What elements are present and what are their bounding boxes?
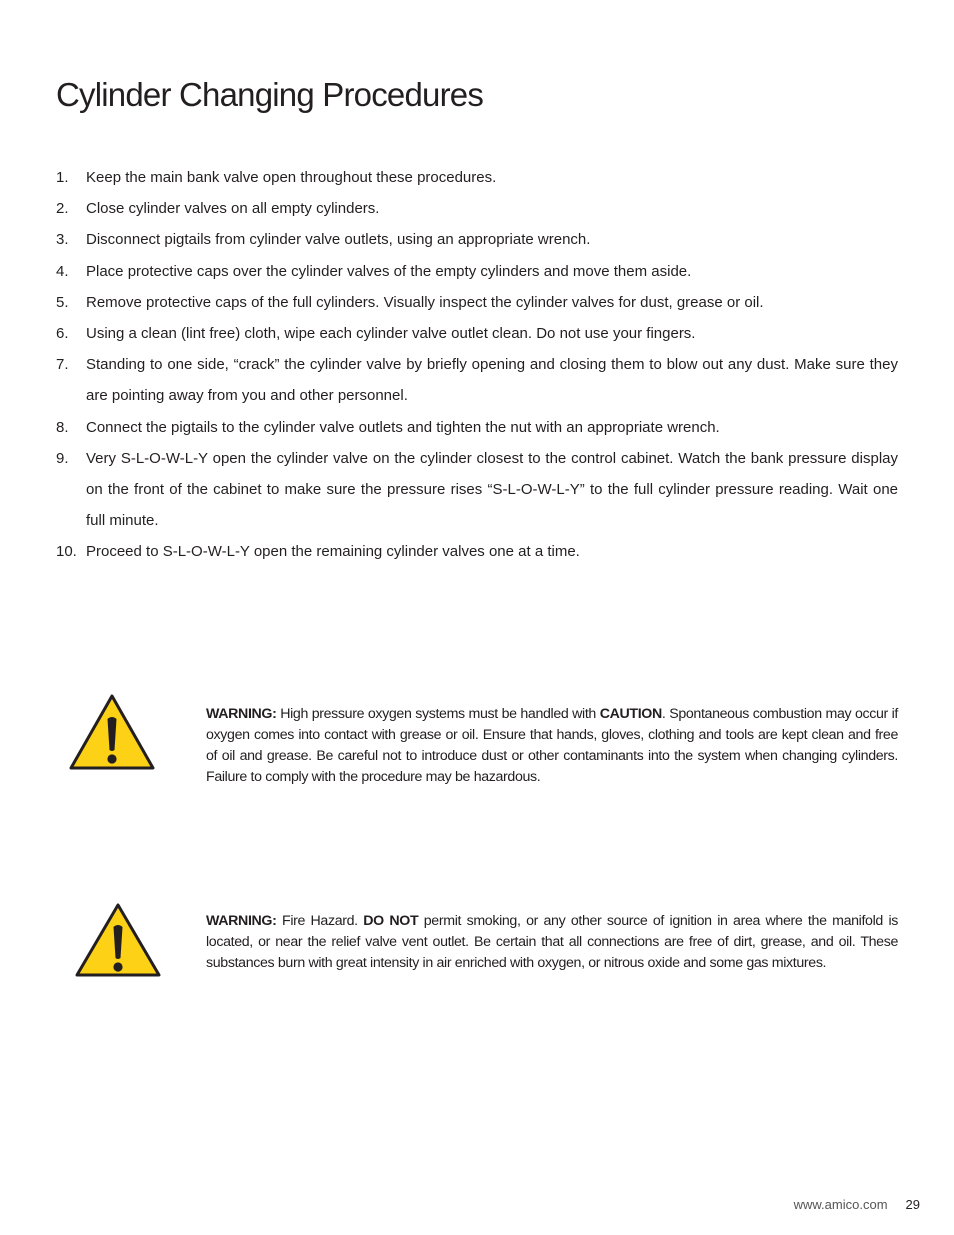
page-number: 29 xyxy=(905,1197,920,1212)
step-text: Very S-L-O-W-L-Y open the cylinder valve on the cylinder closest to the control cabinet. Watch the bank pressure display on the front of the cabinet to make sure the pressure rises “S-L-O-W-L-Y” to the full cylinder pressure reading. Wait one full minute. xyxy=(86,449,898,530)
step-text: Standing to one side, “crack” the cylinder valve by briefly opening and closing them to blow out any dust. Make sure they are pointing away from you and other personnel. xyxy=(86,356,898,405)
list-item xyxy=(56,443,898,537)
list-item xyxy=(56,349,898,411)
footer-website: www.amico.com xyxy=(793,1197,888,1212)
warning-emphasis: DO NOT xyxy=(363,913,419,930)
step-number: 9. xyxy=(56,449,69,467)
step-text: Using a clean (lint free) cloth, wipe each cylinder valve outlet clean. Do not use your fingers. xyxy=(86,325,696,343)
step-number: 6. xyxy=(56,325,69,343)
list-item xyxy=(56,412,898,443)
step-text: Connect the pigtails to the cylinder valve outlets and tighten the nut with an appropriate wrench. xyxy=(86,418,720,436)
step-number: 10. xyxy=(56,543,77,561)
list-item xyxy=(56,224,898,255)
page-title: Cylinder Changing Procedures xyxy=(56,76,484,113)
exclamation-triangle-icon xyxy=(74,902,162,983)
step-number: 2. xyxy=(56,200,69,218)
list-item xyxy=(56,287,898,318)
exclamation-triangle-icon xyxy=(68,693,156,776)
list-item xyxy=(56,256,898,287)
list-item xyxy=(56,536,898,567)
step-number: 5. xyxy=(56,293,69,311)
warning-text: Fire Hazard. xyxy=(276,913,364,930)
warning-emphasis: CAUTION xyxy=(599,706,662,723)
warning-label: WARNING: xyxy=(206,706,277,723)
step-text: Proceed to S-L-O-W-L-Y open the remaining cylinder valves one at a time. xyxy=(86,543,580,561)
step-number: 3. xyxy=(56,231,69,249)
step-number: 8. xyxy=(56,418,69,436)
list-item xyxy=(56,162,898,193)
procedure-steps-list xyxy=(56,162,898,568)
warning-text: permit smoking, or any other source of ignition in area where the manifold is located, or near the relief valve vent outlet. Be certain that all connections are free of dirt, grease, and oil. These substances burn with great intensity in air enriched with oxygen, or nitrous oxide and some gas mixtures. xyxy=(206,913,898,971)
warning-oxygen-handling xyxy=(206,704,898,787)
warning-label: WARNING: xyxy=(206,913,277,930)
step-text: Place protective caps over the cylinder valves of the empty cylinders and move them aside. xyxy=(86,262,692,280)
warning-text: High pressure oxygen systems must be handled with xyxy=(276,706,600,723)
warning-fire-hazard xyxy=(206,911,898,973)
step-text: Close cylinder valves on all empty cylinders. xyxy=(86,200,380,218)
warning-text: . Spontaneous combustion may occur if oxygen comes into contact with grease or oil. Ensure that hands, gloves, clothing and tools are kept clean and free of oil and grease. Be careful not to introduce dust or other contaminants into the system when changing cylinders. Failure to comply with the procedure may be hazardous. xyxy=(206,706,899,785)
step-text: Keep the main bank valve open throughout these procedures. xyxy=(86,169,497,186)
step-number: 1. xyxy=(56,169,69,186)
step-number: 7. xyxy=(56,356,69,374)
step-text: Remove protective caps of the full cylinders. Visually inspect the cylinder valves for dust, grease or oil. xyxy=(86,293,764,311)
page-footer xyxy=(700,1197,920,1212)
step-text: Disconnect pigtails from cylinder valve outlets, using an appropriate wrench. xyxy=(86,231,591,249)
list-item xyxy=(56,318,898,349)
list-item xyxy=(56,193,898,224)
step-number: 4. xyxy=(56,262,69,280)
